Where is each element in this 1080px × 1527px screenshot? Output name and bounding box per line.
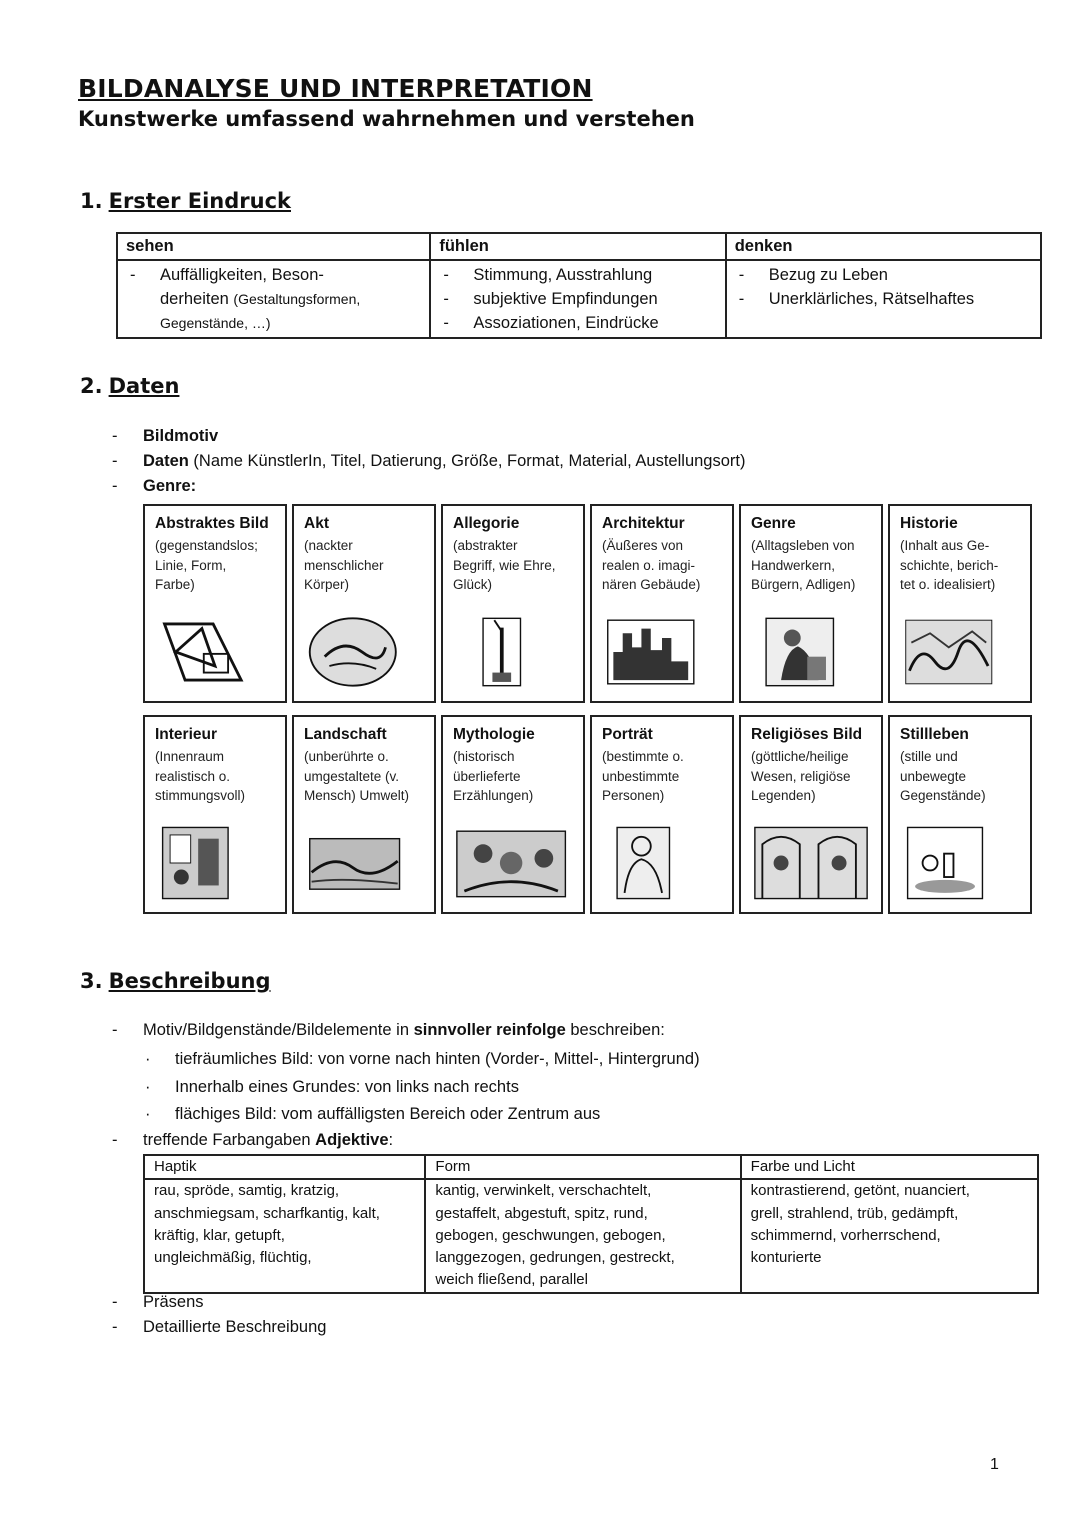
document-title: BILDANALYSE UND INTERPRETATION <box>78 74 593 103</box>
genre-card-portraet <box>590 715 734 914</box>
genre-illustration-abstraktes-bild <box>157 613 273 691</box>
genre-description: (bestimmte o. unbestimmte Personen) <box>602 749 684 803</box>
document-subtitle: Kunstwerke umfassend wahrnehmen und verstehen <box>78 107 695 131</box>
list-item: - Motiv/Bildgenstände/Bildelemente in sinnvoller reinfolge beschreiben: <box>112 1018 665 1043</box>
beschreibung-intro <box>112 1018 665 1043</box>
list-item: - subjektive Empfindungen <box>439 287 716 311</box>
genre-card-akt <box>292 504 436 703</box>
list-item: - treffende Farbangaben Adjektive: <box>112 1128 393 1153</box>
genre-description: (Inhalt aus Ge- schichte, berich- tet o. idealisiert) <box>900 538 999 592</box>
genre-name: Interieur <box>155 726 218 743</box>
col-header-sehen: sehen <box>117 233 430 260</box>
section-3-title: Beschreibung <box>108 969 271 993</box>
list-item: - Bildmotiv <box>112 424 745 449</box>
genre-illustration-historie <box>902 613 1018 691</box>
section-3-heading <box>80 969 271 993</box>
genre-card-religioeses-bild <box>739 715 883 914</box>
genre-name: Historie <box>900 515 958 532</box>
col-header-haptik: Haptik <box>144 1155 425 1179</box>
genre-illustration-religioeses-bild <box>753 824 869 902</box>
genre-card-architektur <box>590 504 734 703</box>
genre-card-mythologie <box>441 715 585 914</box>
genre-card-abstraktes-bild <box>143 504 287 703</box>
genre-description: (Innenraum realistisch o. stimmungsvoll) <box>155 749 246 803</box>
genre-name: Allegorie <box>453 515 520 532</box>
first-impression-table <box>116 232 1042 339</box>
section-2-heading <box>80 374 179 398</box>
list-item: - Unerklärliches, Rätselhaftes <box>735 287 1032 311</box>
genre-description: (unberührte o. umgestaltete (v. Mensch) Umwelt) <box>304 749 410 803</box>
daten-list <box>112 424 745 499</box>
genre-illustration-allegorie <box>455 613 571 691</box>
genre-illustration-akt <box>306 613 422 691</box>
cell-farbe-licht: kontrastierend, getönt, nuanciert, grell, strahlend, trüb, gedämpft, schimmernd, vorherrschend, konturierte <box>741 1179 1038 1292</box>
genre-name: Genre <box>751 515 796 532</box>
genre-illustration-portraet <box>604 824 720 902</box>
page-number: 1 <box>990 1456 999 1473</box>
beschreibung-tail <box>112 1290 326 1340</box>
list-item: · tiefräumliches Bild: von vorne nach hinten (Vorder-, Mittel-, Hintergrund) <box>143 1046 700 1074</box>
col-header-form: Form <box>425 1155 740 1179</box>
genre-description: (abstrakter Begriff, wie Ehre, Glück) <box>453 538 556 592</box>
section-3-number: 3. <box>80 969 103 993</box>
list-item: - Bezug zu Leben <box>735 263 1032 287</box>
list-item: - Detaillierte Beschreibung <box>112 1315 326 1340</box>
genre-description: (gegenstandslos; Linie, Form, Farbe) <box>155 538 258 592</box>
genre-description: (Äußeres von realen o. imagi- nären Gebäude) <box>602 538 701 592</box>
genre-description: (Alltagsleben von Handwerkern, Bürgern, Adligen) <box>751 538 856 592</box>
genre-illustration-interieur <box>157 824 273 902</box>
adjective-intro <box>112 1128 393 1153</box>
section-1-number: 1. <box>80 189 103 213</box>
genre-card-landschaft <box>292 715 436 914</box>
genre-name: Landschaft <box>304 726 387 743</box>
genre-name: Mythologie <box>453 726 535 743</box>
genre-description: (göttliche/heilige Wesen, religiöse Legenden) <box>751 749 851 803</box>
list-item: - Stimmung, Ausstrahlung <box>439 263 716 287</box>
cell-denken <box>726 260 1041 338</box>
genre-card-genre <box>739 504 883 703</box>
genre-illustration-genre <box>753 613 869 691</box>
genre-illustration-mythologie <box>455 824 571 902</box>
col-header-fuehlen: fühlen <box>430 233 725 260</box>
genre-name: Architektur <box>602 515 685 532</box>
genre-name: Akt <box>304 515 329 532</box>
genre-card-stillleben <box>888 715 1032 914</box>
list-item: - Daten (Name KünstlerIn, Titel, Datierung, Größe, Format, Material, Austellungsort) <box>112 449 745 474</box>
cell-form: kantig, verwinkelt, verschachtelt, gestaffelt, abgestuft, spitz, rund, gebogen, geschwungen, gebogen, langgezogen, gedrungen, gestreckt, weich fließend, parallel <box>425 1179 740 1292</box>
genre-name: Stillleben <box>900 726 969 743</box>
genre-card-interieur <box>143 715 287 914</box>
genre-card-allegorie <box>441 504 585 703</box>
section-2-number: 2. <box>80 374 103 398</box>
section-2-title: Daten <box>108 374 180 398</box>
list-item: · Innerhalb eines Grundes: von links nach rechts <box>143 1074 700 1102</box>
genre-illustration-architektur <box>604 613 720 691</box>
cell-fuehlen <box>430 260 725 338</box>
genre-description: (stille und unbewegte Gegenstände) <box>900 749 986 803</box>
list-item: - Präsens <box>112 1290 326 1315</box>
list-item: - Auffälligkeiten, Beson- derheiten (Gestaltungsformen, Gegenstände, …) <box>126 263 421 335</box>
genre-illustration-stillleben <box>902 824 1018 902</box>
col-header-farbe: Farbe und Licht <box>741 1155 1038 1179</box>
section-1-title: Erster Eindruck <box>108 189 291 213</box>
genre-name: Porträt <box>602 726 653 743</box>
cell-haptik: rau, spröde, samtig, kratzig, anschmiegsam, scharfkantig, kalt, kräftig, klar, getupft, ungleichmäßig, flüchtig, <box>144 1179 425 1292</box>
list-item: - Assoziationen, Eindrücke <box>439 311 716 335</box>
genre-description: (historisch überlieferte Erzählungen) <box>453 749 534 803</box>
genre-name: Abstraktes Bild <box>155 515 269 532</box>
order-sublist <box>143 1046 700 1129</box>
genre-illustration-landschaft <box>306 824 422 902</box>
list-item: · flächiges Bild: vom auffälligsten Bereich oder Zentrum aus <box>143 1101 700 1129</box>
adjective-table <box>143 1154 1039 1294</box>
list-item: - Genre: <box>112 474 745 499</box>
genre-name: Religiöses Bild <box>751 726 863 743</box>
genre-description: (nackter menschlicher Körper) <box>304 538 384 592</box>
section-1-heading <box>80 189 291 213</box>
cell-sehen <box>117 260 430 338</box>
col-header-denken: denken <box>726 233 1041 260</box>
genre-card-historie <box>888 504 1032 703</box>
